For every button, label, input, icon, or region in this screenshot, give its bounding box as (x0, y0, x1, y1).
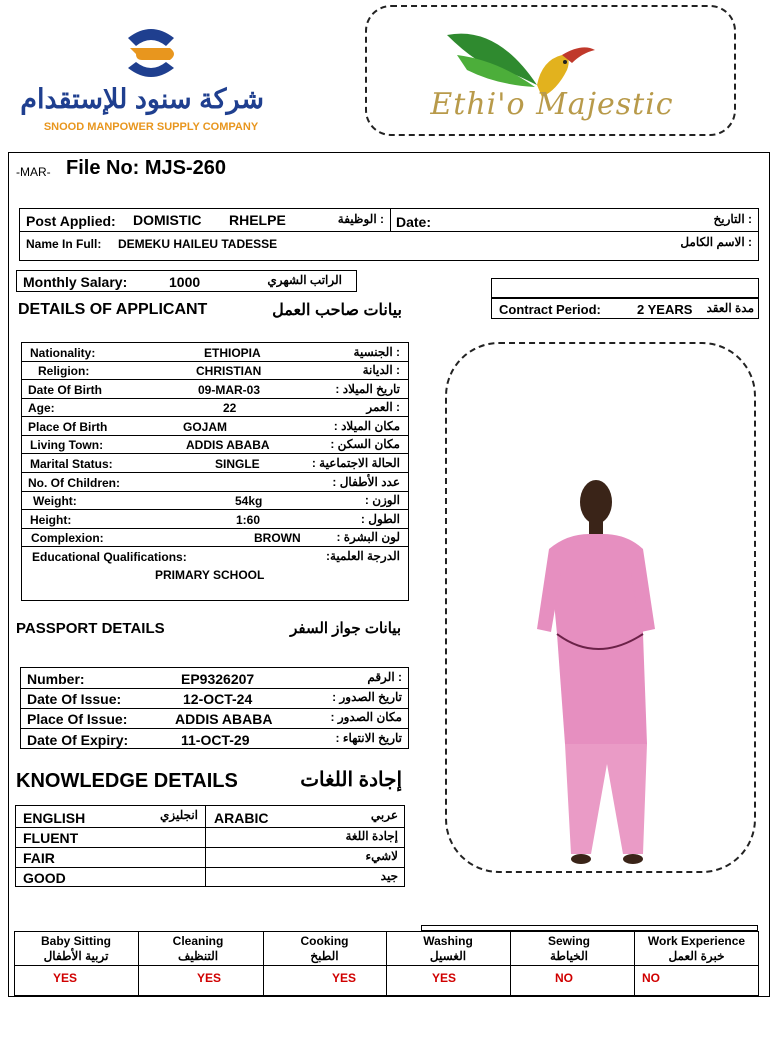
salary-label-ar: الراتب الشهري (267, 273, 342, 287)
applicant-label-ar: : العمر (366, 400, 400, 414)
company-name-english: SNOOD MANPOWER SUPPLY COMPANY (43, 121, 259, 133)
applicant-label: Date Of Birth (28, 383, 103, 397)
applicant-label-ar: الطول : (360, 512, 400, 526)
applicant-label: Place Of Birth (28, 420, 108, 434)
skill-value: NO (642, 971, 660, 985)
skill-header: Sewing (547, 934, 590, 948)
passport-label-ar: : الرقم (367, 670, 402, 684)
date-label-ar: : التاريخ (713, 212, 752, 226)
passport-label: Place Of Issue: (27, 711, 128, 727)
language-level: GOOD (23, 870, 66, 886)
skill-value: YES (53, 971, 78, 985)
applicant-label: Complexion: (31, 531, 104, 545)
skill-header: Work Experience (647, 934, 746, 948)
passport-label: Date Of Issue: (27, 691, 122, 707)
language-level-ar: جيد (380, 869, 398, 883)
file-number: File No: MJS-260 (66, 157, 227, 179)
skill-value: NO (555, 971, 573, 985)
applicant-value: ETHIOPIA (204, 346, 261, 360)
knowledge-title: KNOWLEDGE DETAILS (16, 770, 238, 792)
skill-value: YES (432, 971, 457, 985)
passport-value: 11-OCT-29 (181, 732, 250, 748)
applicant-label-ar: الحالة الاجتماعية : (311, 456, 400, 470)
applicant-label-ar: : الديانة (362, 363, 400, 377)
applicant-label-ar: مكان السكن : (330, 437, 400, 451)
applicant-photo (447, 344, 754, 871)
skill-header: Cleaning (172, 934, 224, 948)
skill-header-ar: التنظيف (177, 949, 219, 963)
post-label-ar: : الوظيفة (337, 212, 384, 226)
salary-value: 1000 (169, 274, 201, 290)
language-level-ar: لاشيء (365, 849, 398, 863)
name-value: DEMEKU HAILEU TADESSE (118, 237, 278, 251)
passport-title: PASSPORT DETAILS (16, 620, 165, 637)
arabic-label-ar: عربي (370, 808, 398, 822)
partner-logo-text: Ethi'o Majestic (430, 87, 674, 122)
applicant-label: Marital Status: (30, 457, 113, 471)
applicant-value: 1:60 (236, 513, 261, 527)
passport-label: Date Of Expiry: (27, 732, 129, 748)
skill-header-ar: تربية الأطفال (43, 949, 109, 963)
company-name-arabic: شركة سنود للإستقدام (20, 84, 264, 114)
skill-header: Baby Sitting (40, 934, 111, 948)
post-value-2: RHELPE (229, 212, 286, 228)
language-level: FAIR (23, 850, 55, 866)
passport-value: ADDIS ABABA (175, 711, 273, 727)
applicant-value: GOJAM (183, 420, 228, 434)
skill-value: YES (332, 971, 357, 985)
mar-prefix: -MAR- (16, 165, 51, 179)
applicant-label: Religion: (38, 364, 90, 378)
passport-label-ar: تاريخ الصدور : (332, 690, 402, 704)
applicant-label: No. Of Children: (28, 476, 120, 490)
company-logo-mark (122, 24, 180, 82)
applicant-title: DETAILS OF APPLICANT (18, 301, 208, 318)
arabic-label: ARABIC (214, 810, 269, 826)
date-label: Date: (396, 214, 432, 230)
language-level: FLUENT (23, 830, 79, 846)
passport-label: Number: (27, 671, 85, 687)
skill-value: YES (197, 971, 222, 985)
passport-label-ar: مكان الصدور : (330, 710, 402, 724)
contract-blank-box (491, 278, 759, 298)
applicant-value: SINGLE (215, 457, 260, 471)
applicant-label: Living Town: (30, 438, 104, 452)
passport-title-ar: بيانات جواز السفر (290, 620, 401, 637)
passport-label-ar: تاريخ الانتهاء : (335, 731, 402, 745)
applicant-label: Height: (30, 513, 72, 527)
applicant-label-ar: لون البشرة : (336, 530, 400, 544)
skill-header: Cooking (300, 934, 349, 948)
skill-header: Washing (423, 934, 473, 948)
contract-value: 2 YEARS (637, 302, 693, 317)
skill-header-ar: الغسيل (429, 949, 467, 963)
skill-header-ar: الطبخ (310, 949, 339, 963)
applicant-value: CHRISTIAN (196, 364, 262, 378)
post-label: Post Applied: (26, 213, 116, 229)
passport-value: EP9326207 (181, 671, 255, 687)
applicant-label-ar: عدد الأطفال : (332, 475, 400, 489)
salary-label: Monthly Salary: (23, 274, 128, 290)
applicant-label-ar: تاريخ الميلاد : (335, 382, 400, 396)
applicant-photo-frame (445, 342, 756, 873)
skill-header-ar: الخياطة (550, 949, 588, 963)
contract-label-ar: مدة العقد (706, 301, 754, 315)
applicant-label: Nationality: (30, 346, 96, 360)
applicant-value: BROWN (254, 531, 301, 545)
education-value: PRIMARY SCHOOL (155, 568, 265, 582)
education-label: Educational Qualifications: (32, 550, 187, 564)
english-label: ENGLISH (23, 810, 86, 826)
knowledge-title-ar: إجادة اللغات (300, 769, 402, 791)
education-label-ar: الدرجة العلمية: (325, 549, 400, 563)
company-logo (20, 18, 280, 138)
applicant-value: ADDIS ABABA (186, 438, 270, 452)
name-label-ar: : الاسم الكامل (680, 235, 752, 249)
applicant-value: 09-MAR-03 (198, 383, 261, 397)
contract-label: Contract Period: (499, 302, 601, 317)
applicant-label-ar: مكان الميلاد : (333, 419, 400, 433)
applicant-value: 22 (223, 401, 237, 415)
skill-header-ar: خبرة العمل (668, 949, 725, 963)
applicant-value: 54kg (235, 494, 263, 508)
applicant-label-ar: : الجنسية (353, 345, 400, 359)
language-level-ar: إجادة اللغة (345, 829, 398, 843)
partner-logo (365, 5, 736, 136)
passport-value: 12-OCT-24 (183, 691, 253, 707)
name-label: Name In Full: (26, 237, 102, 251)
post-value-1: DOMISTIC (133, 212, 202, 228)
applicant-label-ar: الوزن : (364, 493, 400, 507)
applicant-label: Weight: (33, 494, 77, 508)
applicant-title-ar: بيانات صاحب العمل (272, 302, 402, 319)
applicant-label: Age: (28, 401, 55, 415)
english-label-ar: انجليزي (159, 808, 198, 822)
